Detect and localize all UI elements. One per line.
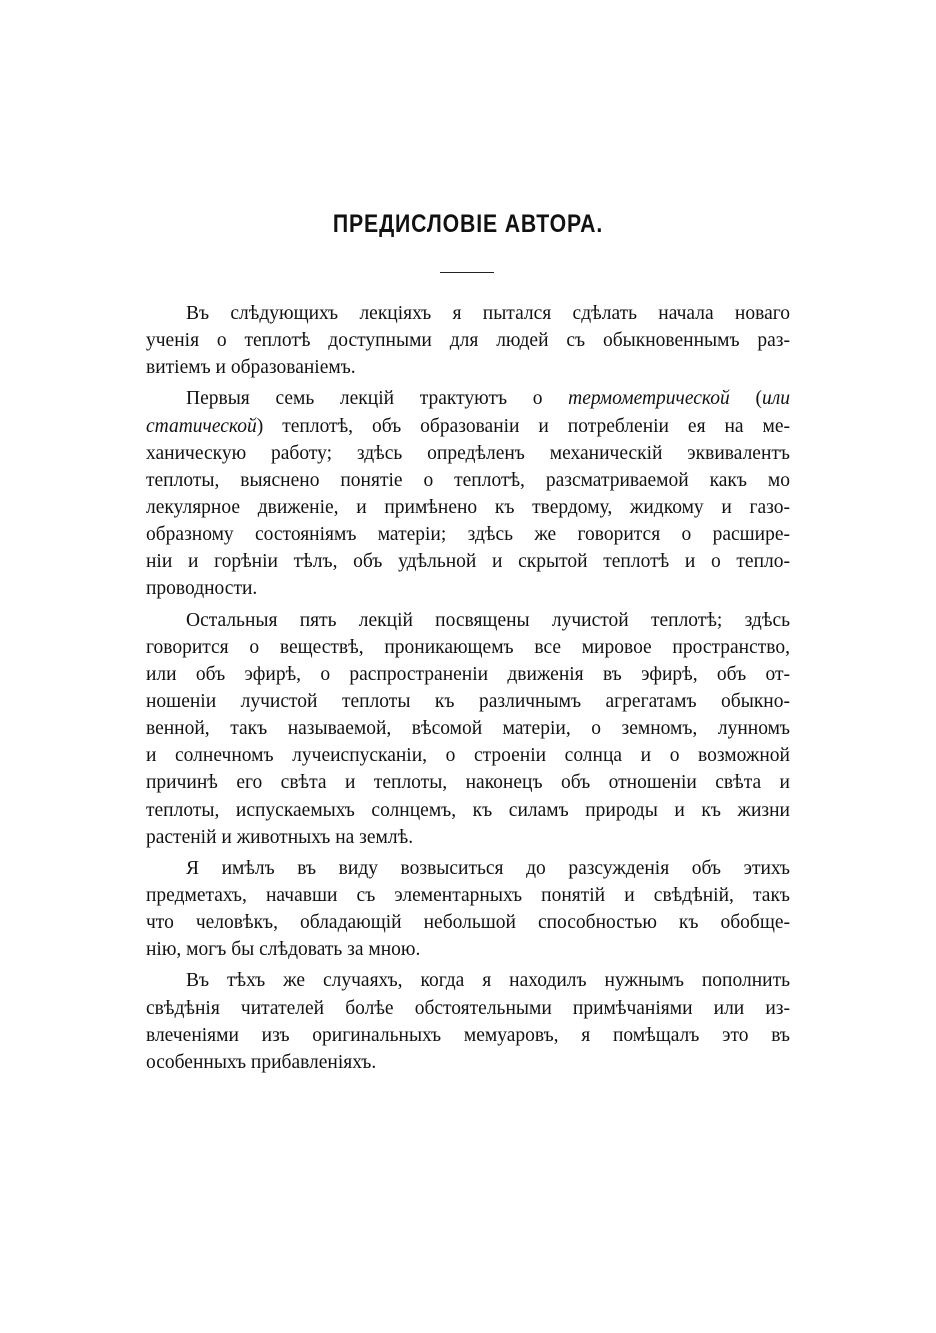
text-segment: проводности. bbox=[146, 578, 258, 600]
text-segment: и солнечномъ лучеиспусканіи, о строеніи солнца и о возможной bbox=[146, 745, 790, 767]
text-segment: теплоты, выяснено понятіе о теплотѣ, разсматриваемой какъ мо bbox=[146, 469, 790, 491]
text-line bbox=[146, 661, 790, 688]
text-segment: нію, могъ бы слѣдовать за мною. bbox=[146, 939, 421, 961]
text-line bbox=[146, 1049, 790, 1076]
text-segment: теплоты, испускаемыхъ солнцемъ, къ силамъ природы и къ жизни bbox=[146, 799, 790, 821]
text-line bbox=[146, 769, 790, 796]
text-segment: Въ тѣхъ же случаяхъ, когда я находилъ нужнымъ пополнить bbox=[186, 970, 790, 992]
text-line bbox=[146, 824, 790, 851]
text-segment: венной, такъ называемой, вѣсомой матеріи, о земномъ, лунномъ bbox=[146, 718, 790, 740]
text-segment: лекулярное движеніе, и примѣнено къ твердому, жидкому и газо- bbox=[146, 496, 790, 518]
text-line bbox=[146, 909, 790, 936]
text-line bbox=[146, 327, 790, 354]
text-line bbox=[146, 882, 790, 909]
text-line bbox=[146, 855, 790, 882]
paragraph bbox=[146, 607, 790, 851]
preface-text bbox=[146, 300, 790, 1076]
text-segment: ) теплотѣ, объ образованіи и потребленіи ея на ме- bbox=[256, 415, 790, 437]
text-segment: ніи и горѣніи тѣлъ, объ удѣльной и скрытой теплотѣ и о тепло- bbox=[146, 551, 790, 573]
text-line bbox=[146, 300, 790, 327]
paragraph bbox=[146, 300, 790, 381]
paragraph bbox=[146, 967, 790, 1076]
page-title: ПРЕДИСЛОВІЕ АВТОРА. bbox=[332, 210, 604, 238]
text-line bbox=[146, 715, 790, 742]
text-segment: говорится о веществѣ, проникающемъ все мировое пространство, bbox=[146, 636, 790, 658]
text-segment: образному состояніямъ матеріи; здѣсь же говорится о расшире- bbox=[146, 524, 790, 546]
text-segment: Остальныя пять лекцій посвящены лучистой теплотѣ; здѣсь bbox=[186, 609, 790, 631]
text-segment: витіемъ и образованіемъ. bbox=[146, 357, 356, 379]
text-segment: Первыя семь лекцій трактуютъ о bbox=[186, 388, 569, 410]
text-segment: или объ эфирѣ, о распространеніи движенія въ эфирѣ, объ от- bbox=[146, 663, 790, 685]
italic-segment: или bbox=[761, 388, 790, 410]
text-segment: предметахъ, начавши съ элементарныхъ понятій и свѣдѣній, такъ bbox=[146, 884, 790, 906]
text-line bbox=[146, 494, 790, 521]
text-line bbox=[146, 967, 790, 994]
text-line bbox=[146, 440, 790, 467]
text-line bbox=[146, 354, 790, 381]
text-line bbox=[146, 607, 790, 634]
text-segment: ( bbox=[729, 388, 762, 410]
text-line bbox=[146, 634, 790, 661]
title-rule bbox=[440, 272, 494, 273]
text-line bbox=[146, 521, 790, 548]
text-line bbox=[146, 413, 790, 440]
text-line bbox=[146, 797, 790, 824]
text-line bbox=[146, 467, 790, 494]
text-segment: влеченіями изъ оригинальныхъ мемуаровъ, я помѣщалъ это въ bbox=[146, 1024, 790, 1046]
text-segment: что человѣкъ, обладающій небольшой способностью къ обобще- bbox=[146, 912, 790, 934]
text-segment: особенныхъ прибавленіяхъ. bbox=[146, 1051, 377, 1073]
italic-segment: статической bbox=[146, 415, 257, 437]
paragraph bbox=[146, 385, 790, 602]
paragraph bbox=[146, 855, 790, 964]
text-line bbox=[146, 385, 790, 412]
text-line bbox=[146, 1022, 790, 1049]
text-segment: ученія о теплотѣ доступными для людей съ обыкновеннымъ раз- bbox=[146, 330, 790, 352]
text-line bbox=[146, 742, 790, 769]
text-line bbox=[146, 688, 790, 715]
text-segment: свѣдѣнія читателей болѣе обстоятельными примѣчаніями или из- bbox=[146, 997, 790, 1019]
text-segment: растеній и животныхъ на землѣ. bbox=[146, 826, 414, 848]
text-segment: причинѣ его свѣта и теплоты, наконецъ объ отношеніи свѣта и bbox=[146, 772, 790, 794]
text-line bbox=[146, 995, 790, 1022]
text-line bbox=[146, 936, 790, 963]
text-segment: ханическую работу; здѣсь опредѣленъ механическій эквивалентъ bbox=[146, 442, 790, 464]
text-line bbox=[146, 548, 790, 575]
text-segment: Въ слѣдующихъ лекціяхъ я пытался сдѣлать начала новаго bbox=[186, 303, 790, 324]
text-segment: ношеніи лучистой теплоты къ различнымъ агрегатамъ обыкно- bbox=[146, 690, 790, 712]
italic-segment: термометрической bbox=[568, 388, 730, 410]
text-line bbox=[146, 575, 790, 602]
text-segment: Я имѣлъ въ виду возвыситься до разсужденія объ этихъ bbox=[186, 857, 790, 879]
